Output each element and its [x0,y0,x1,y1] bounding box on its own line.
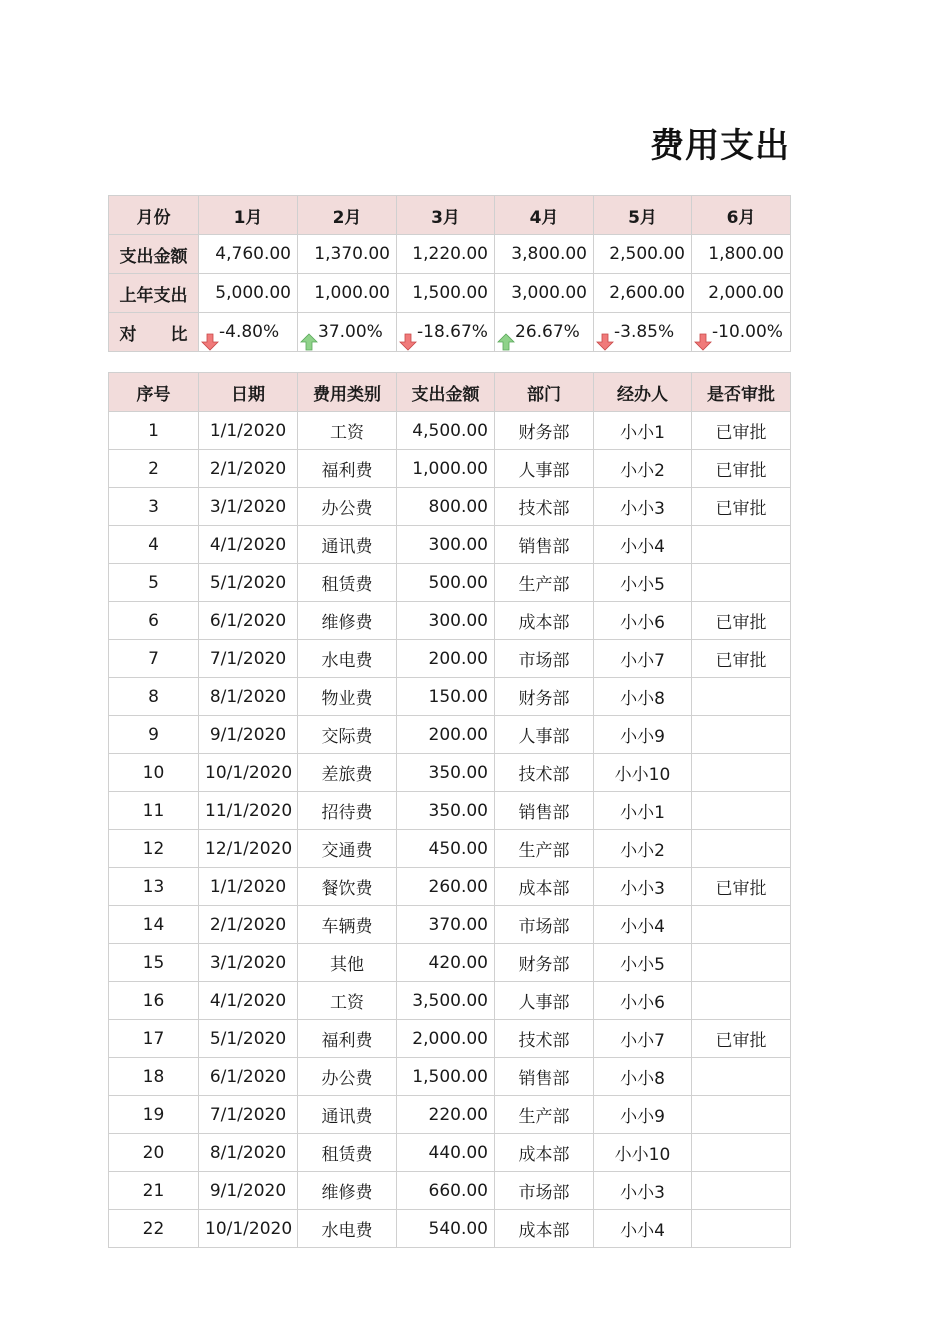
table-row [109,526,791,564]
table-row [109,1096,791,1134]
arrow-down-icon [694,333,712,351]
month-header: 5月 [594,196,692,235]
amount-cell: 350.00 [397,754,495,792]
handler-cell: 小小4 [594,1210,692,1248]
department-cell: 财务部 [495,412,594,450]
department-cell: 人事部 [495,450,594,488]
handler-cell: 小小8 [594,1058,692,1096]
date-cell: 5/1/2020 [199,1020,298,1058]
department-cell: 销售部 [495,792,594,830]
approval-cell [692,1172,791,1210]
row-number: 11 [109,792,199,830]
column-header: 日期 [199,373,298,412]
arrow-down-icon [201,333,219,351]
date-cell: 8/1/2020 [199,678,298,716]
row-number: 22 [109,1210,199,1248]
approval-cell [692,716,791,754]
approval-cell [692,792,791,830]
date-cell: 1/1/2020 [199,412,298,450]
handler-cell: 小小4 [594,526,692,564]
expense-row [109,235,791,274]
table-row [109,754,791,792]
date-cell: 4/1/2020 [199,526,298,564]
column-header: 序号 [109,373,199,412]
amount-cell: 300.00 [397,602,495,640]
date-cell: 2/1/2020 [199,906,298,944]
table-row [109,450,791,488]
table-row [109,488,791,526]
table-row [109,640,791,678]
department-cell: 成本部 [495,1210,594,1248]
date-cell: 7/1/2020 [199,640,298,678]
row-number: 2 [109,450,199,488]
table-row [109,716,791,754]
table-row [109,1058,791,1096]
amount-cell: 150.00 [397,678,495,716]
expense-value: 3,800.00 [495,235,594,274]
row-label: 对 比 [109,313,199,352]
approval-cell [692,1058,791,1096]
date-cell: 10/1/2020 [199,754,298,792]
expense-value: 1,220.00 [397,235,495,274]
month-header: 3月 [397,196,495,235]
month-header: 4月 [495,196,594,235]
department-cell: 市场部 [495,906,594,944]
row-number: 19 [109,1096,199,1134]
row-number: 12 [109,830,199,868]
handler-cell: 小小9 [594,1096,692,1134]
handler-cell: 小小5 [594,944,692,982]
category-cell: 差旅费 [298,754,397,792]
month-header: 6月 [692,196,791,235]
handler-cell: 小小5 [594,564,692,602]
amount-cell: 260.00 [397,868,495,906]
table-row [109,602,791,640]
table-row [109,1172,791,1210]
handler-cell: 小小8 [594,678,692,716]
amount-cell: 370.00 [397,906,495,944]
last-year-row [109,274,791,313]
date-cell: 1/1/2020 [199,868,298,906]
date-cell: 2/1/2020 [199,450,298,488]
handler-cell: 小小3 [594,488,692,526]
table-row [109,678,791,716]
table-row [109,792,791,830]
department-cell: 销售部 [495,526,594,564]
department-cell: 市场部 [495,1172,594,1210]
table-row [109,564,791,602]
department-cell: 销售部 [495,1058,594,1096]
category-cell: 通讯费 [298,526,397,564]
table-row [109,906,791,944]
handler-cell: 小小10 [594,1134,692,1172]
table-row [109,868,791,906]
table-row [109,1134,791,1172]
date-cell: 6/1/2020 [199,602,298,640]
arrow-down-icon [596,333,614,351]
department-cell: 成本部 [495,602,594,640]
handler-cell: 小小7 [594,640,692,678]
department-cell: 技术部 [495,1020,594,1058]
table-row [109,982,791,1020]
row-number: 15 [109,944,199,982]
row-number: 9 [109,716,199,754]
handler-cell: 小小9 [594,716,692,754]
handler-cell: 小小10 [594,754,692,792]
handler-cell: 小小6 [594,982,692,1020]
department-cell: 技术部 [495,754,594,792]
category-cell: 福利费 [298,450,397,488]
department-cell: 财务部 [495,678,594,716]
last-year-value: 1,500.00 [397,274,495,313]
department-cell: 生产部 [495,564,594,602]
department-cell: 成本部 [495,1134,594,1172]
approval-cell [692,1210,791,1248]
last-year-value: 2,000.00 [692,274,791,313]
column-header: 费用类别 [298,373,397,412]
row-number: 1 [109,412,199,450]
category-cell: 维修费 [298,602,397,640]
handler-cell: 小小3 [594,868,692,906]
row-number: 5 [109,564,199,602]
amount-cell: 350.00 [397,792,495,830]
department-cell: 成本部 [495,868,594,906]
page-title: 费用支出 [650,126,790,166]
approval-cell: 已审批 [692,488,791,526]
handler-cell: 小小1 [594,412,692,450]
handler-cell: 小小4 [594,906,692,944]
category-cell: 餐饮费 [298,868,397,906]
row-number: 10 [109,754,199,792]
row-number: 3 [109,488,199,526]
handler-cell: 小小1 [594,792,692,830]
table-row [109,830,791,868]
date-cell: 12/1/2020 [199,830,298,868]
arrow-up-icon [497,333,515,351]
row-label: 支出金额 [109,235,199,274]
date-cell: 3/1/2020 [199,944,298,982]
department-cell: 人事部 [495,982,594,1020]
department-cell: 技术部 [495,488,594,526]
compare-cell [692,313,791,352]
approval-cell: 已审批 [692,602,791,640]
department-cell: 生产部 [495,1096,594,1134]
category-cell: 物业费 [298,678,397,716]
amount-cell: 500.00 [397,564,495,602]
handler-cell: 小小7 [594,1020,692,1058]
row-number: 21 [109,1172,199,1210]
category-cell: 维修费 [298,1172,397,1210]
category-cell: 交通费 [298,830,397,868]
category-cell: 办公费 [298,1058,397,1096]
handler-cell: 小小6 [594,602,692,640]
date-cell: 4/1/2020 [199,982,298,1020]
monthly-summary-table [108,195,791,352]
table-row [109,412,791,450]
category-cell: 其他 [298,944,397,982]
amount-cell: 440.00 [397,1134,495,1172]
approval-cell [692,526,791,564]
approval-cell [692,1134,791,1172]
table-row [109,944,791,982]
approval-cell [692,982,791,1020]
category-cell: 福利费 [298,1020,397,1058]
row-number: 7 [109,640,199,678]
approval-cell [692,678,791,716]
table-row [109,1210,791,1248]
table-row [109,1020,791,1058]
date-cell: 9/1/2020 [199,716,298,754]
expense-value: 2,500.00 [594,235,692,274]
row-number: 13 [109,868,199,906]
amount-cell: 540.00 [397,1210,495,1248]
row-number: 18 [109,1058,199,1096]
arrow-down-icon [399,333,417,351]
last-year-value: 1,000.00 [298,274,397,313]
row-number: 20 [109,1134,199,1172]
detail-header-row [109,373,791,412]
arrow-up-icon [300,333,318,351]
amount-cell: 4,500.00 [397,412,495,450]
month-header: 1月 [199,196,298,235]
amount-cell: 660.00 [397,1172,495,1210]
compare-cell [594,313,692,352]
category-cell: 工资 [298,982,397,1020]
amount-cell: 450.00 [397,830,495,868]
amount-cell: 220.00 [397,1096,495,1134]
row-number: 4 [109,526,199,564]
row-number: 16 [109,982,199,1020]
expense-value: 1,800.00 [692,235,791,274]
compare-row [109,313,791,352]
amount-cell: 800.00 [397,488,495,526]
amount-cell: 300.00 [397,526,495,564]
handler-cell: 小小2 [594,830,692,868]
amount-cell: 200.00 [397,640,495,678]
expense-value: 4,760.00 [199,235,298,274]
department-cell: 人事部 [495,716,594,754]
category-cell: 租赁费 [298,1134,397,1172]
date-cell: 6/1/2020 [199,1058,298,1096]
row-number: 8 [109,678,199,716]
amount-cell: 1,500.00 [397,1058,495,1096]
approval-cell: 已审批 [692,640,791,678]
column-header: 是否审批 [692,373,791,412]
summary-header-row [109,196,791,235]
last-year-value: 5,000.00 [199,274,298,313]
category-cell: 办公费 [298,488,397,526]
date-cell: 9/1/2020 [199,1172,298,1210]
handler-cell: 小小3 [594,1172,692,1210]
date-cell: 3/1/2020 [199,488,298,526]
row-label: 上年支出 [109,274,199,313]
compare-cell [495,313,594,352]
compare-cell [298,313,397,352]
approval-cell [692,906,791,944]
row-number: 14 [109,906,199,944]
department-cell: 市场部 [495,640,594,678]
summary-header-label: 月份 [109,196,199,235]
approval-cell: 已审批 [692,450,791,488]
date-cell: 11/1/2020 [199,792,298,830]
compare-value: -3.85% [614,322,675,342]
month-header: 2月 [298,196,397,235]
compare-value: 26.67% [515,322,580,342]
compare-cell [397,313,495,352]
expense-detail-table [108,372,791,1248]
category-cell: 工资 [298,412,397,450]
row-number: 17 [109,1020,199,1058]
compare-value: 37.00% [318,322,383,342]
last-year-value: 3,000.00 [495,274,594,313]
approval-cell: 已审批 [692,412,791,450]
amount-cell: 420.00 [397,944,495,982]
amount-cell: 200.00 [397,716,495,754]
approval-cell: 已审批 [692,1020,791,1058]
category-cell: 水电费 [298,640,397,678]
amount-cell: 1,000.00 [397,450,495,488]
compare-value: -4.80% [219,322,280,342]
date-cell: 8/1/2020 [199,1134,298,1172]
category-cell: 交际费 [298,716,397,754]
approval-cell [692,564,791,602]
date-cell: 5/1/2020 [199,564,298,602]
compare-cell [199,313,298,352]
date-cell: 7/1/2020 [199,1096,298,1134]
date-cell: 10/1/2020 [199,1210,298,1248]
category-cell: 招待费 [298,792,397,830]
column-header: 部门 [495,373,594,412]
approval-cell [692,1096,791,1134]
department-cell: 财务部 [495,944,594,982]
category-cell: 车辆费 [298,906,397,944]
amount-cell: 3,500.00 [397,982,495,1020]
expense-value: 1,370.00 [298,235,397,274]
last-year-value: 2,600.00 [594,274,692,313]
category-cell: 通讯费 [298,1096,397,1134]
category-cell: 租赁费 [298,564,397,602]
department-cell: 生产部 [495,830,594,868]
approval-cell [692,944,791,982]
approval-cell [692,754,791,792]
compare-value: -18.67% [417,322,488,342]
category-cell: 水电费 [298,1210,397,1248]
compare-value: -10.00% [712,322,783,342]
handler-cell: 小小2 [594,450,692,488]
column-header: 经办人 [594,373,692,412]
amount-cell: 2,000.00 [397,1020,495,1058]
column-header: 支出金额 [397,373,495,412]
approval-cell: 已审批 [692,868,791,906]
row-number: 6 [109,602,199,640]
approval-cell [692,830,791,868]
